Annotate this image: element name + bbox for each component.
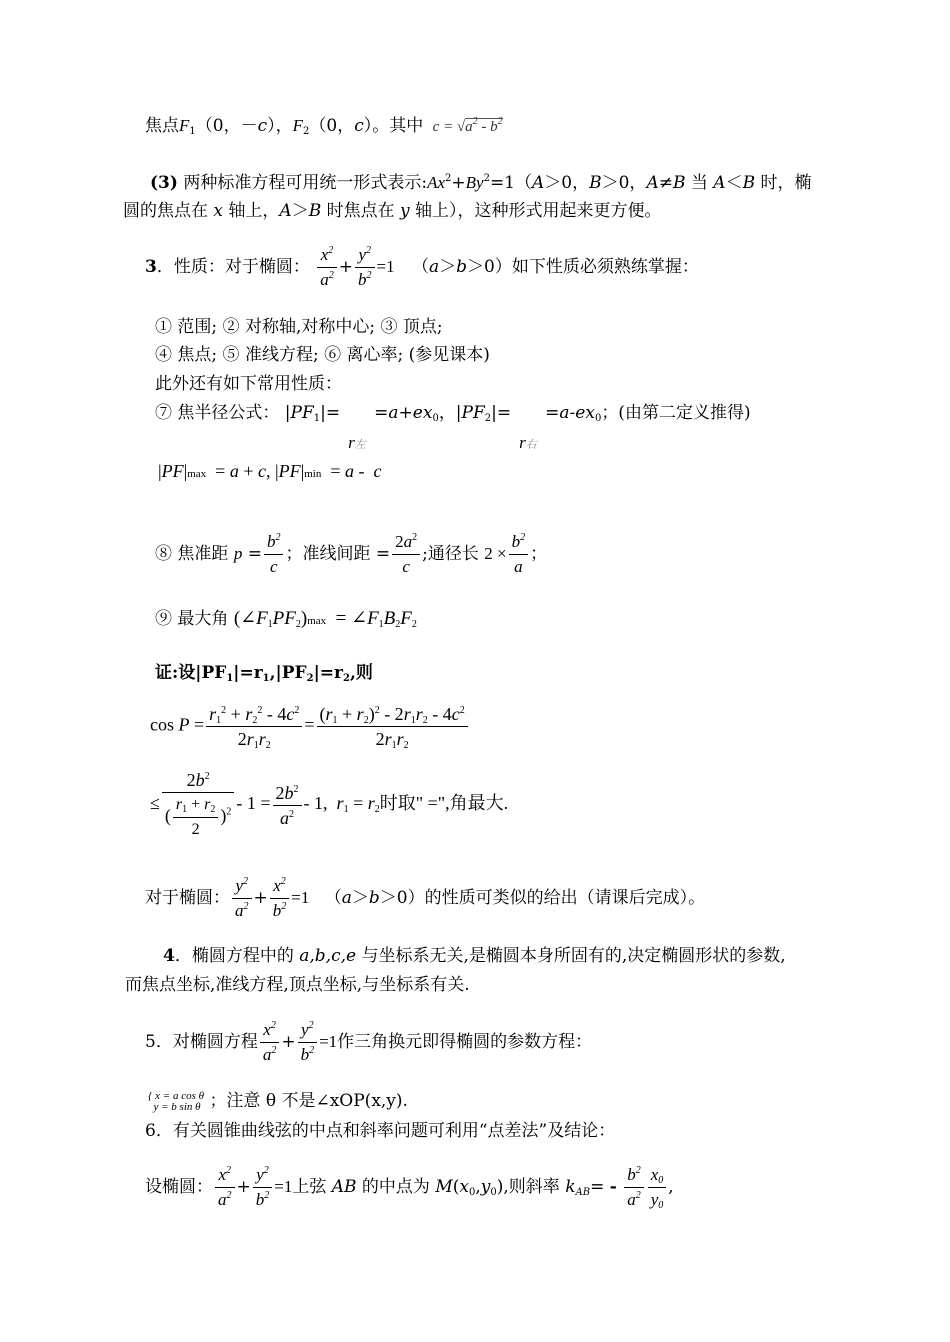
- other-ellipse: 对于椭圆： $\frac{y^2}{a^2}$ + $\frac{x^2}{b^2}$ =1 （a＞b＞0）的性质可类似的给出（请课后完成）。: [145, 876, 706, 920]
- item5: 5．对椭圆方程 $\frac{x^2}{a^2}$ + $\frac{y^2}{b^2}$ =1作三角换元即得椭圆的参数方程：: [145, 1020, 593, 1064]
- item8: ⑧ 焦准距 p = $\frac{b^2}{c}$ ；准线间距 = $\frac{2a^2}{c}$ ;通径长 2 × $\frac{b^2}{a}$ ；: [155, 532, 548, 576]
- focus-line: 焦点$F_1(0$，－c），$F_2(0$，c）。其中 $c = √a^2 - b^2$: [145, 116, 503, 137]
- unified-form-line1: (3) 两种标准方程可用统一形式表示$:Ax^2+By^2=1(A>0$，B＞0，A≠B 当 A＜B 时，椭: [150, 173, 812, 193]
- proof-heading: 证:设$|PF_1|=r_1,|PF_2|=r_2$,则: [155, 663, 373, 684]
- proof-cos: cos P = $\frac{r_1^2 + r_2^2 - 4c^2}{2r_1r_2}$ = $\frac{(r_1 + r_2)^2 - 2r_1r_2 - 4c^2}{2r_1r_2}$: [150, 702, 470, 751]
- param-eq: { x = a cos θ y = b sin θ ；注意 θ 不是∠xOP(x,y).: [148, 1089, 408, 1113]
- pf-max-min: |PF|max = a + c, |PF|min = a - c: [158, 461, 382, 481]
- item4-line2: 而焦点坐标,准线方程,顶点坐标,与坐标系有关.: [125, 975, 470, 995]
- props-row2: ④ 焦点; ⑤ 准线方程; ⑥ 离心率; (参见课本): [155, 345, 490, 365]
- props-row1: ① 范围; ② 对称轴,对称中心; ③ 顶点;: [155, 317, 443, 337]
- proof-ineq: ≤ $2b^2$ ( $\frac{r_1 + r_2}{2}$ )$^2$ - 1 = $\frac{2b^2}{a^2}$ - 1, $r_1 = r_2$时取" =",角最大.: [150, 770, 509, 838]
- ellipse-fraction-x: $\frac{x^2}{a^2}$: [317, 243, 337, 292]
- props-row7: ⑦ 焦半径公式： $|PF_1|=$ r左 $=a+ex_0$，$|PF_2|=$ r右 $=a-ex_0$；(由第二定义推得): [155, 403, 751, 452]
- item4-line1: 4．椭圆方程中的 a,b,c,e 与坐标系无关,是椭圆本身所固有的,决定椭圆形状的参数,: [163, 946, 786, 966]
- props-row3: 此外还有如下常用性质：: [155, 374, 342, 394]
- item6: 6．有关圆锥曲线弦的中点和斜率问题可利用“点差法”及结论：: [145, 1121, 616, 1141]
- unified-form-line2: 圆的焦点在 x 轴上，A＞B 时焦点在 y 轴上），这种形式用起来更方便。: [123, 201, 662, 221]
- midpoint-line: 设椭圆： $\frac{x^2}{a^2}$ + $\frac{y^2}{b^2}$ =1上弦 AB 的中点为 $M(x_0,y_0)$,则斜率 $k_{AB}=$ - $\frac{b^2}{a^2}$ $\frac{x_0}{y_0}$ ,: [145, 1165, 674, 1211]
- item3-header: 3．性质：对于椭圆： $\frac{x^2}{a^2}$ + $\frac{y^2}{b^2}$ =1 （a＞b＞0）如下性质必须熟练掌握：: [145, 243, 699, 292]
- item9: ⑨ 最大角 $(\angle F_1PF_2)\max$ = $\angle F_1B_2F_2$: [155, 608, 417, 630]
- ellipse-fraction-y: $\frac{y^2}{b^2}$: [355, 243, 375, 292]
- c-formula: $c = √a^2 - b^2$: [432, 116, 503, 135]
